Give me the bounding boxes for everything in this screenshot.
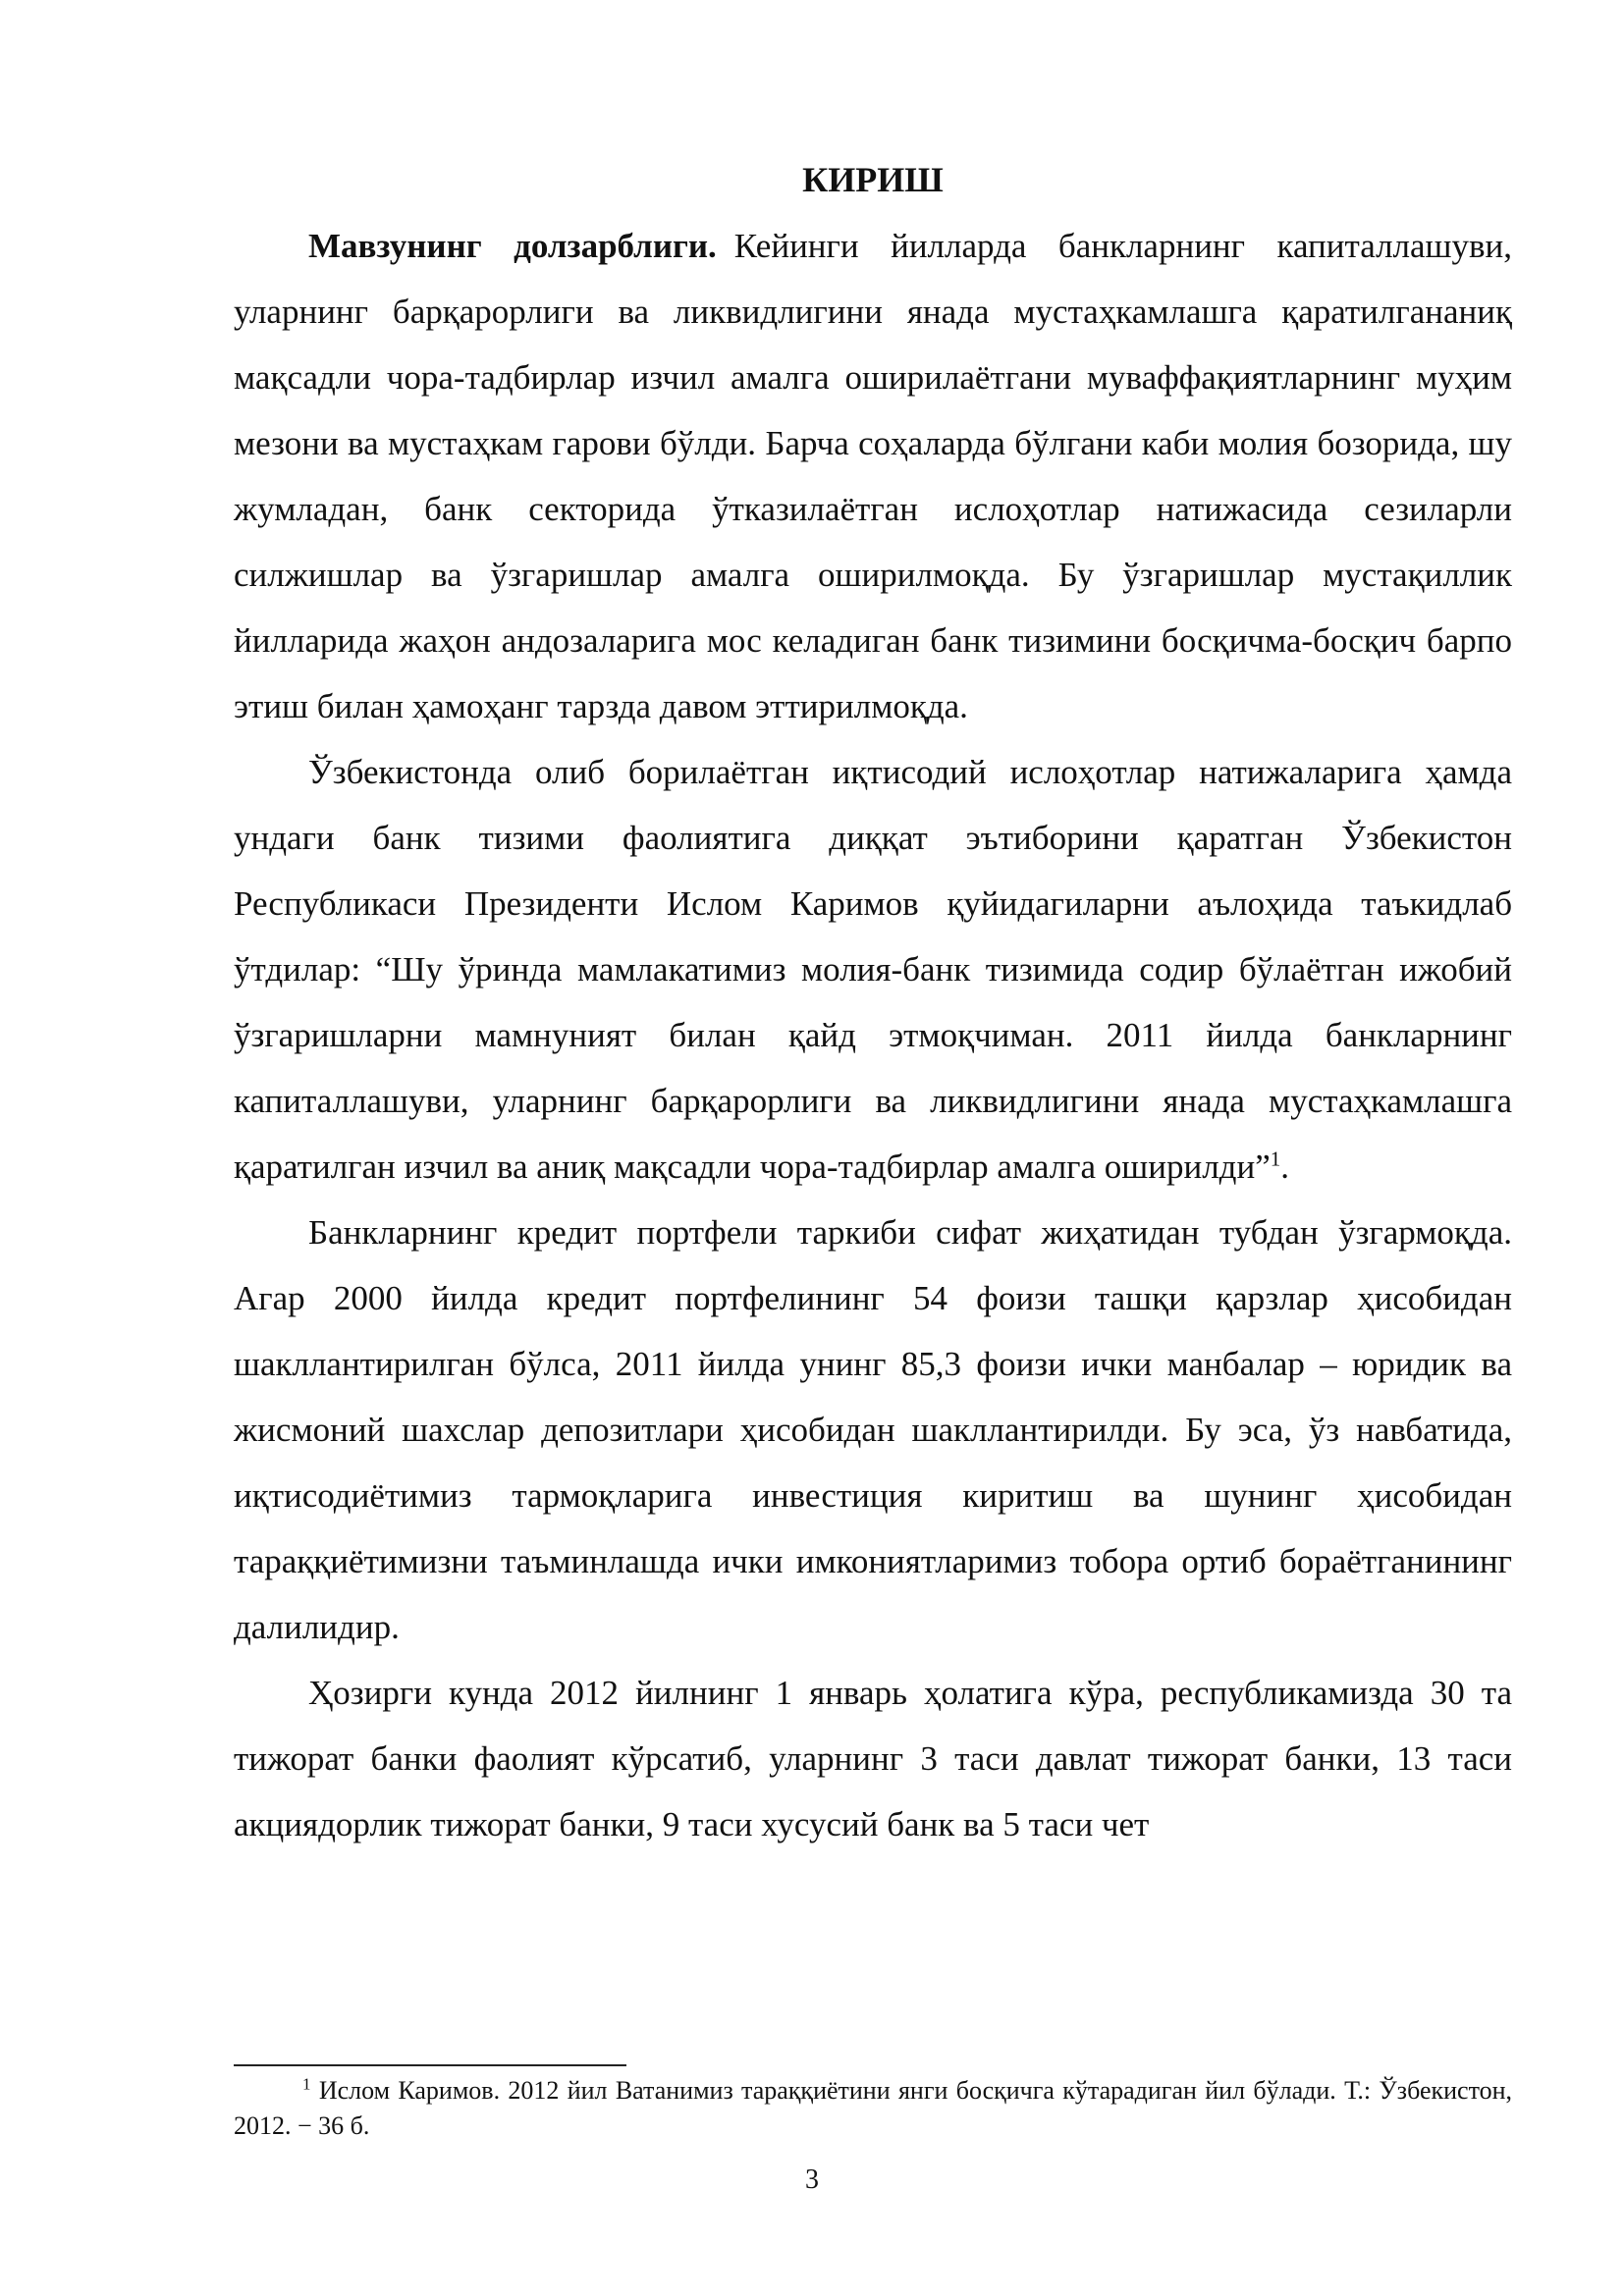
footnote-reference[interactable]: 1 [1270, 1147, 1281, 1171]
paragraph-credit-portfolio [234, 1200, 1512, 1660]
paragraph-relevance [234, 213, 1512, 739]
paragraph-text: Кейинги йилларда банкларнинг капиталлашуви, уларнинг барқарорлиги ва ликвидлигини янада мустаҳкамлашга қаратилгананиқ мақсадли чора-тадбирлар изчил амалга оширилаётгани муваффақиятларнинг муҳим мезони ва мустаҳкам гарови бўлди. Барча соҳаларда бўлгани каби молия бозорида, шу жумладан, банк секторида ўтказилаётган ислоҳотлар натижасида сезиларли силжишлар ва ўзгаришлар амалга оширилмоқда. Бу ўзгаришлар мустақиллик йилларида жаҳон андозаларига мос келадиган банк тизимини босқичма-босқич барпо этиш билан ҳамоҳанг тарзда давом эттирилмоқда. [234, 227, 1512, 725]
main-text [234, 147, 1512, 1857]
page-number: 3 [805, 2164, 819, 2195]
paragraph-text: Ҳозирги кунда 2012 йилнинг 1 январь ҳолатига кўра, республикамизда 30 та тижорат банки фаолият кўрсатиб, уларнинг 3 таси давлат тижорат банки, 13 таси акциядорлик тижорат банки, 9 таси хусусий банк ва 5 таси чет [234, 1674, 1512, 1843]
paragraph-banks-count [234, 1660, 1512, 1857]
footnote-divider [234, 2064, 626, 2066]
paragraph-text: Ўзбекистонда олиб борилаётган иқтисодий ислоҳотлар натижаларига ҳамда ундаги банк тизими фаолиятига диққат эътиборини қаратган Ўзбекистон Республикаси Президенти Ислом Каримов қуйидагиларни аълоҳида таъкидлаб ўтдилар: “Шу ўринда мамлакатимиз молия-банк тизимида содир бўлаётган ижобий ўзгаришларни мамнуният билан қайд этмоқчиман. 2011 йилда банкларнинг капиталлашуви, уларнинг барқарорлиги ва ликвидлигини янада мустаҳкамлашга қаратилган изчил ва аниқ мақсадли чора-тадбирлар амалга оширилди” [234, 753, 1512, 1186]
paragraph-text: Банкларнинг кредит портфели таркиби сифат жиҳатидан тубдан ўзгармоқда. Агар 2000 йилда кредит портфелининг 54 фоизи ташқи қарзлар ҳисобидан шакллантирилган бўлса, 2011 йилда унинг 85,3 фоизи ички манбалар – юридик ва жисмоний шахслар депозитлари ҳисобидан шакллантирилди. Бу эса, ўз навбатида, иқтисодиётимиз тармоқларига инвестиция киритиш ва шунинг ҳисобидан тараққиётимизни таъминлашда ички имкониятларимиз тобора ортиб бораётганининг далилидир. [234, 1213, 1512, 1646]
footnote [234, 2073, 1512, 2144]
lead-heading: Мавзунинг долзарблиги. [308, 227, 717, 265]
paragraph-quote [234, 739, 1512, 1200]
quote-period: . [1280, 1148, 1290, 1186]
section-title: КИРИШ [802, 160, 944, 199]
footnote-text: Ислом Каримов. 2012 йил Ватанимиз тараққиётини янги босқичга кўтарадиган йил бўлади. Т.: Ўзбекистон, 2012. − 36 б. [234, 2076, 1513, 2140]
footnote-marker: 1 [302, 2074, 311, 2094]
